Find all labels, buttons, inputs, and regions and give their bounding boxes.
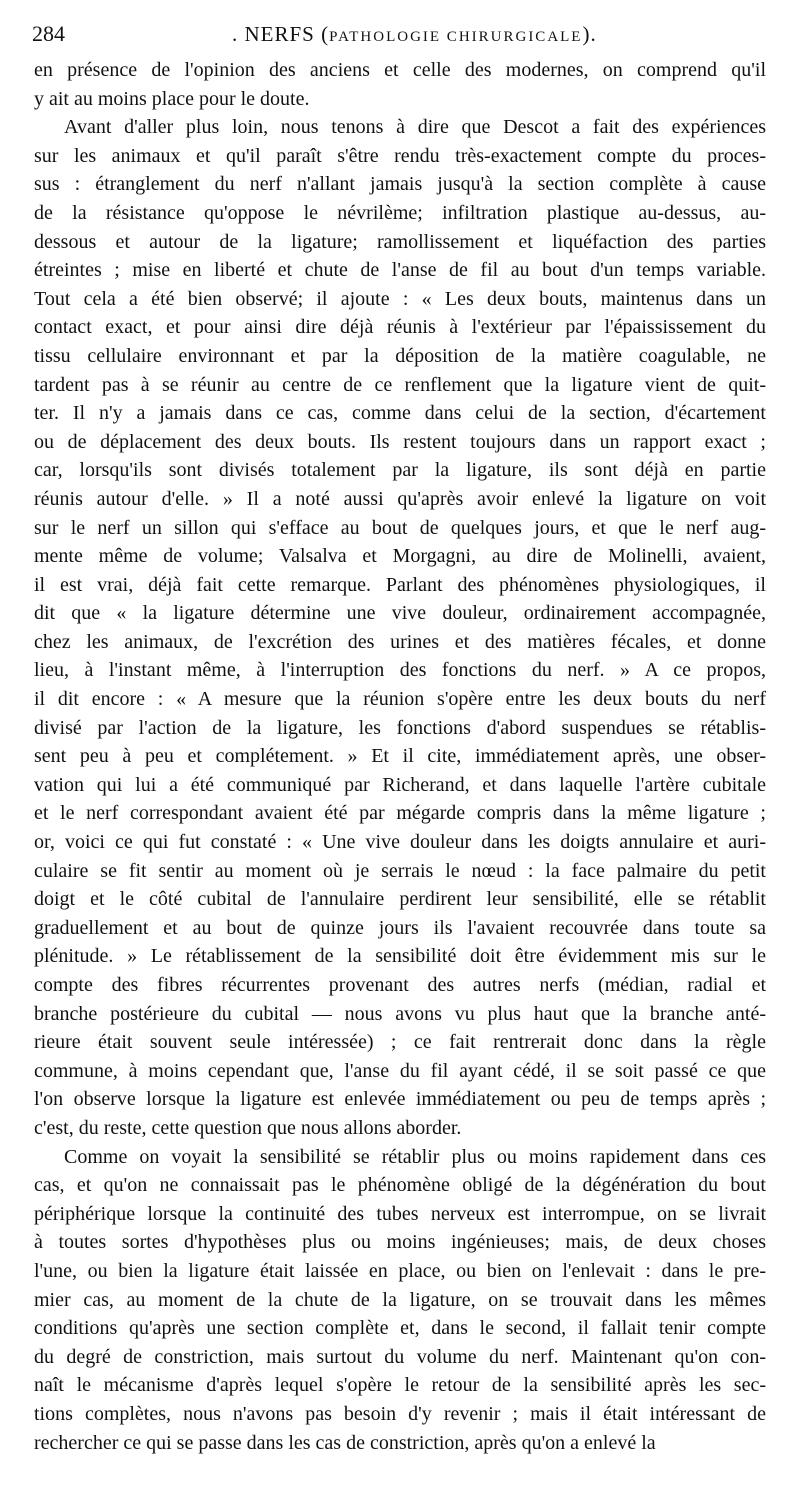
text-line: lieu, à l'instant même, à l'interruption des fonctions du nerf. » A ce propos, xyxy=(34,659,766,682)
text-line: l'une, ou bien la ligature était laissée en place, ou bien on l'enlevait : dans le pre- xyxy=(34,1259,766,1282)
text-line: Tout cela a été bien observé; il ajoute : « Les deux bouts, maintenus dans un xyxy=(34,287,766,310)
paragraph xyxy=(34,56,766,113)
body-text xyxy=(34,56,766,1457)
text-line: contact exact, et pour ainsi dire déjà réunis à l'extérieur par l'épaississement du xyxy=(34,316,766,339)
text-line: sur les animaux et qu'il paraît s'être rendu très-exactement compte du proces- xyxy=(34,144,766,167)
text-line: or, voici ce qui fut constaté : « Une vive douleur dans les doigts annulaire et auri- xyxy=(34,831,766,854)
text-line: en présence de l'opinion des anciens et celle des modernes, on comprend qu'il xyxy=(34,59,766,81)
text-line: Comme on voyait la sensibilité se rétablir plus ou moins rapidement dans ces xyxy=(64,1145,766,1168)
running-title xyxy=(232,18,597,53)
text-line: dit que « la ligature détermine une vive douleur, ordinairement accompagnée, xyxy=(34,602,766,625)
text-line: chez les animaux, de l'excrétion des urines et des matières fécales, et donne xyxy=(34,630,766,653)
text-line: graduellement et au bout de quinze jours ils l'avaient recouvrée dans toute sa xyxy=(34,916,766,939)
text-line: il dit encore : « A mesure que la réunion s'opère entre les deux bouts du nerf xyxy=(34,688,766,711)
text-line: sur le nerf un sillon qui s'efface au bout de quelques jours, et que le nerf aug- xyxy=(34,516,766,539)
text-line: périphérique lorsque la continuité des tubes nerveux est interrompue, on se livrait xyxy=(34,1202,766,1225)
text-line: l'on observe lorsque la ligature est enlevée immédiatement ou peu de temps après ; xyxy=(34,1088,766,1111)
text-line: il est vrai, déjà fait cette remarque. Parlant des phénomènes physiologiques, il xyxy=(34,573,766,596)
paragraph xyxy=(34,113,766,1142)
text-line: cas, et qu'on ne connaissait pas le phénomène obligé de la dégénération du bout xyxy=(34,1174,766,1197)
running-title-main: . NERFS ( xyxy=(232,22,330,46)
text-line: conditions qu'après une section complète et, dans le second, il fallait tenir compte xyxy=(34,1317,766,1340)
text-line: culaire se fit sentir au moment où je serrais le nœud : la face palmaire du petit xyxy=(34,859,766,882)
text-line: tissu cellulaire environnant et par la déposition de la matière coagulable, ne xyxy=(34,344,766,367)
text-line: Avant d'aller plus loin, nous tenons à dire que Descot a fait des expériences xyxy=(64,116,766,139)
running-title-subject: PATHOLOGIE CHIRURGICALE xyxy=(329,29,583,45)
text-line: dessous et autour de la ligature; ramollissement et liquéfaction des parties xyxy=(34,230,766,253)
text-line: doigt et le côté cubital de l'annulaire perdirent leur sensibilité, elle se rétablit xyxy=(34,888,766,911)
text-line: branche postérieure du cubital — nous avons vu plus haut que la branche anté- xyxy=(34,1002,766,1025)
text-line: tardent pas à se réunir au centre de ce renflement que la ligature vient de quit- xyxy=(34,373,766,396)
text-line: mente même de volume; Valsalva et Morgagni, au dire de Molinelli, avaient, xyxy=(34,545,766,568)
text-line: ou de déplacement des deux bouts. Ils restent toujours dans un rapport exact ; xyxy=(34,430,766,453)
text-line: y ait au moins place pour le doute. xyxy=(34,87,310,110)
text-line: ter. Il n'y a jamais dans ce cas, comme dans celui de la section, d'écartement xyxy=(34,402,766,425)
text-line: plénitude. » Le rétablissement de la sensibilité doit être évidemment mis sur le xyxy=(34,945,766,968)
text-line: naît le mécanisme d'après lequel s'opère le retour de la sensibilité après les sec- xyxy=(34,1374,766,1397)
text-line: sus : étranglement du nerf n'allant jamais jusqu'à la section complète à cause xyxy=(34,173,766,196)
running-title-end: ). xyxy=(582,22,597,46)
text-line: de la résistance qu'oppose le névrilème; infiltration plastique au-dessus, au- xyxy=(34,201,766,224)
text-line: divisé par l'action de la ligature, les fonctions d'abord suspendues se rétablis- xyxy=(34,716,766,739)
text-line: rieure était souvent seule intéressée) ; ce fait rentrerait donc dans la règle xyxy=(34,1031,766,1054)
page-number: 284 xyxy=(32,21,65,46)
text-line: et le nerf correspondant avaient été par mégarde compris dans la même ligature ; xyxy=(34,802,766,825)
text-line: car, lorsqu'ils sont divisés totalement par la ligature, ils sont déjà en partie xyxy=(34,459,766,482)
text-line: du degré de constriction, mais surtout du volume du nerf. Maintenant qu'on con- xyxy=(34,1345,766,1368)
text-line: mier cas, au moment de la chute de la ligature, on se trouvait dans les mêmes xyxy=(34,1288,766,1311)
text-line: tions complètes, nous n'avons pas besoin d'y revenir ; mais il était intéressant de xyxy=(34,1402,766,1425)
text-line: c'est, du reste, cette question que nous allons aborder. xyxy=(34,1116,462,1139)
running-head xyxy=(32,18,772,50)
text-line: rechercher ce qui se passe dans les cas de constriction, après qu'on a enlevé la xyxy=(34,1431,656,1454)
text-line: sent peu à peu et complétement. » Et il cite, immédiatement après, une obser- xyxy=(34,745,766,768)
text-line: à toutes sortes d'hypothèses plus ou moins ingénieuses; mais, de deux choses xyxy=(34,1231,766,1254)
paragraph xyxy=(34,1143,766,1458)
text-line: commune, à moins cependant que, l'anse du fil ayant cédé, il se soit passé ce que xyxy=(34,1059,766,1082)
text-line: compte des fibres récurrentes provenant des autres nerfs (médian, radial et xyxy=(34,974,766,996)
text-line: vation qui lui a été communiqué par Richerand, et dans laquelle l'artère cubitale xyxy=(34,773,766,796)
text-line: étreintes ; mise en liberté et chute de l'anse de fil au bout d'un temps variable. xyxy=(34,259,766,282)
text-line: réunis autour d'elle. » Il a noté aussi qu'après avoir enlevé la ligature on voit xyxy=(34,487,766,510)
